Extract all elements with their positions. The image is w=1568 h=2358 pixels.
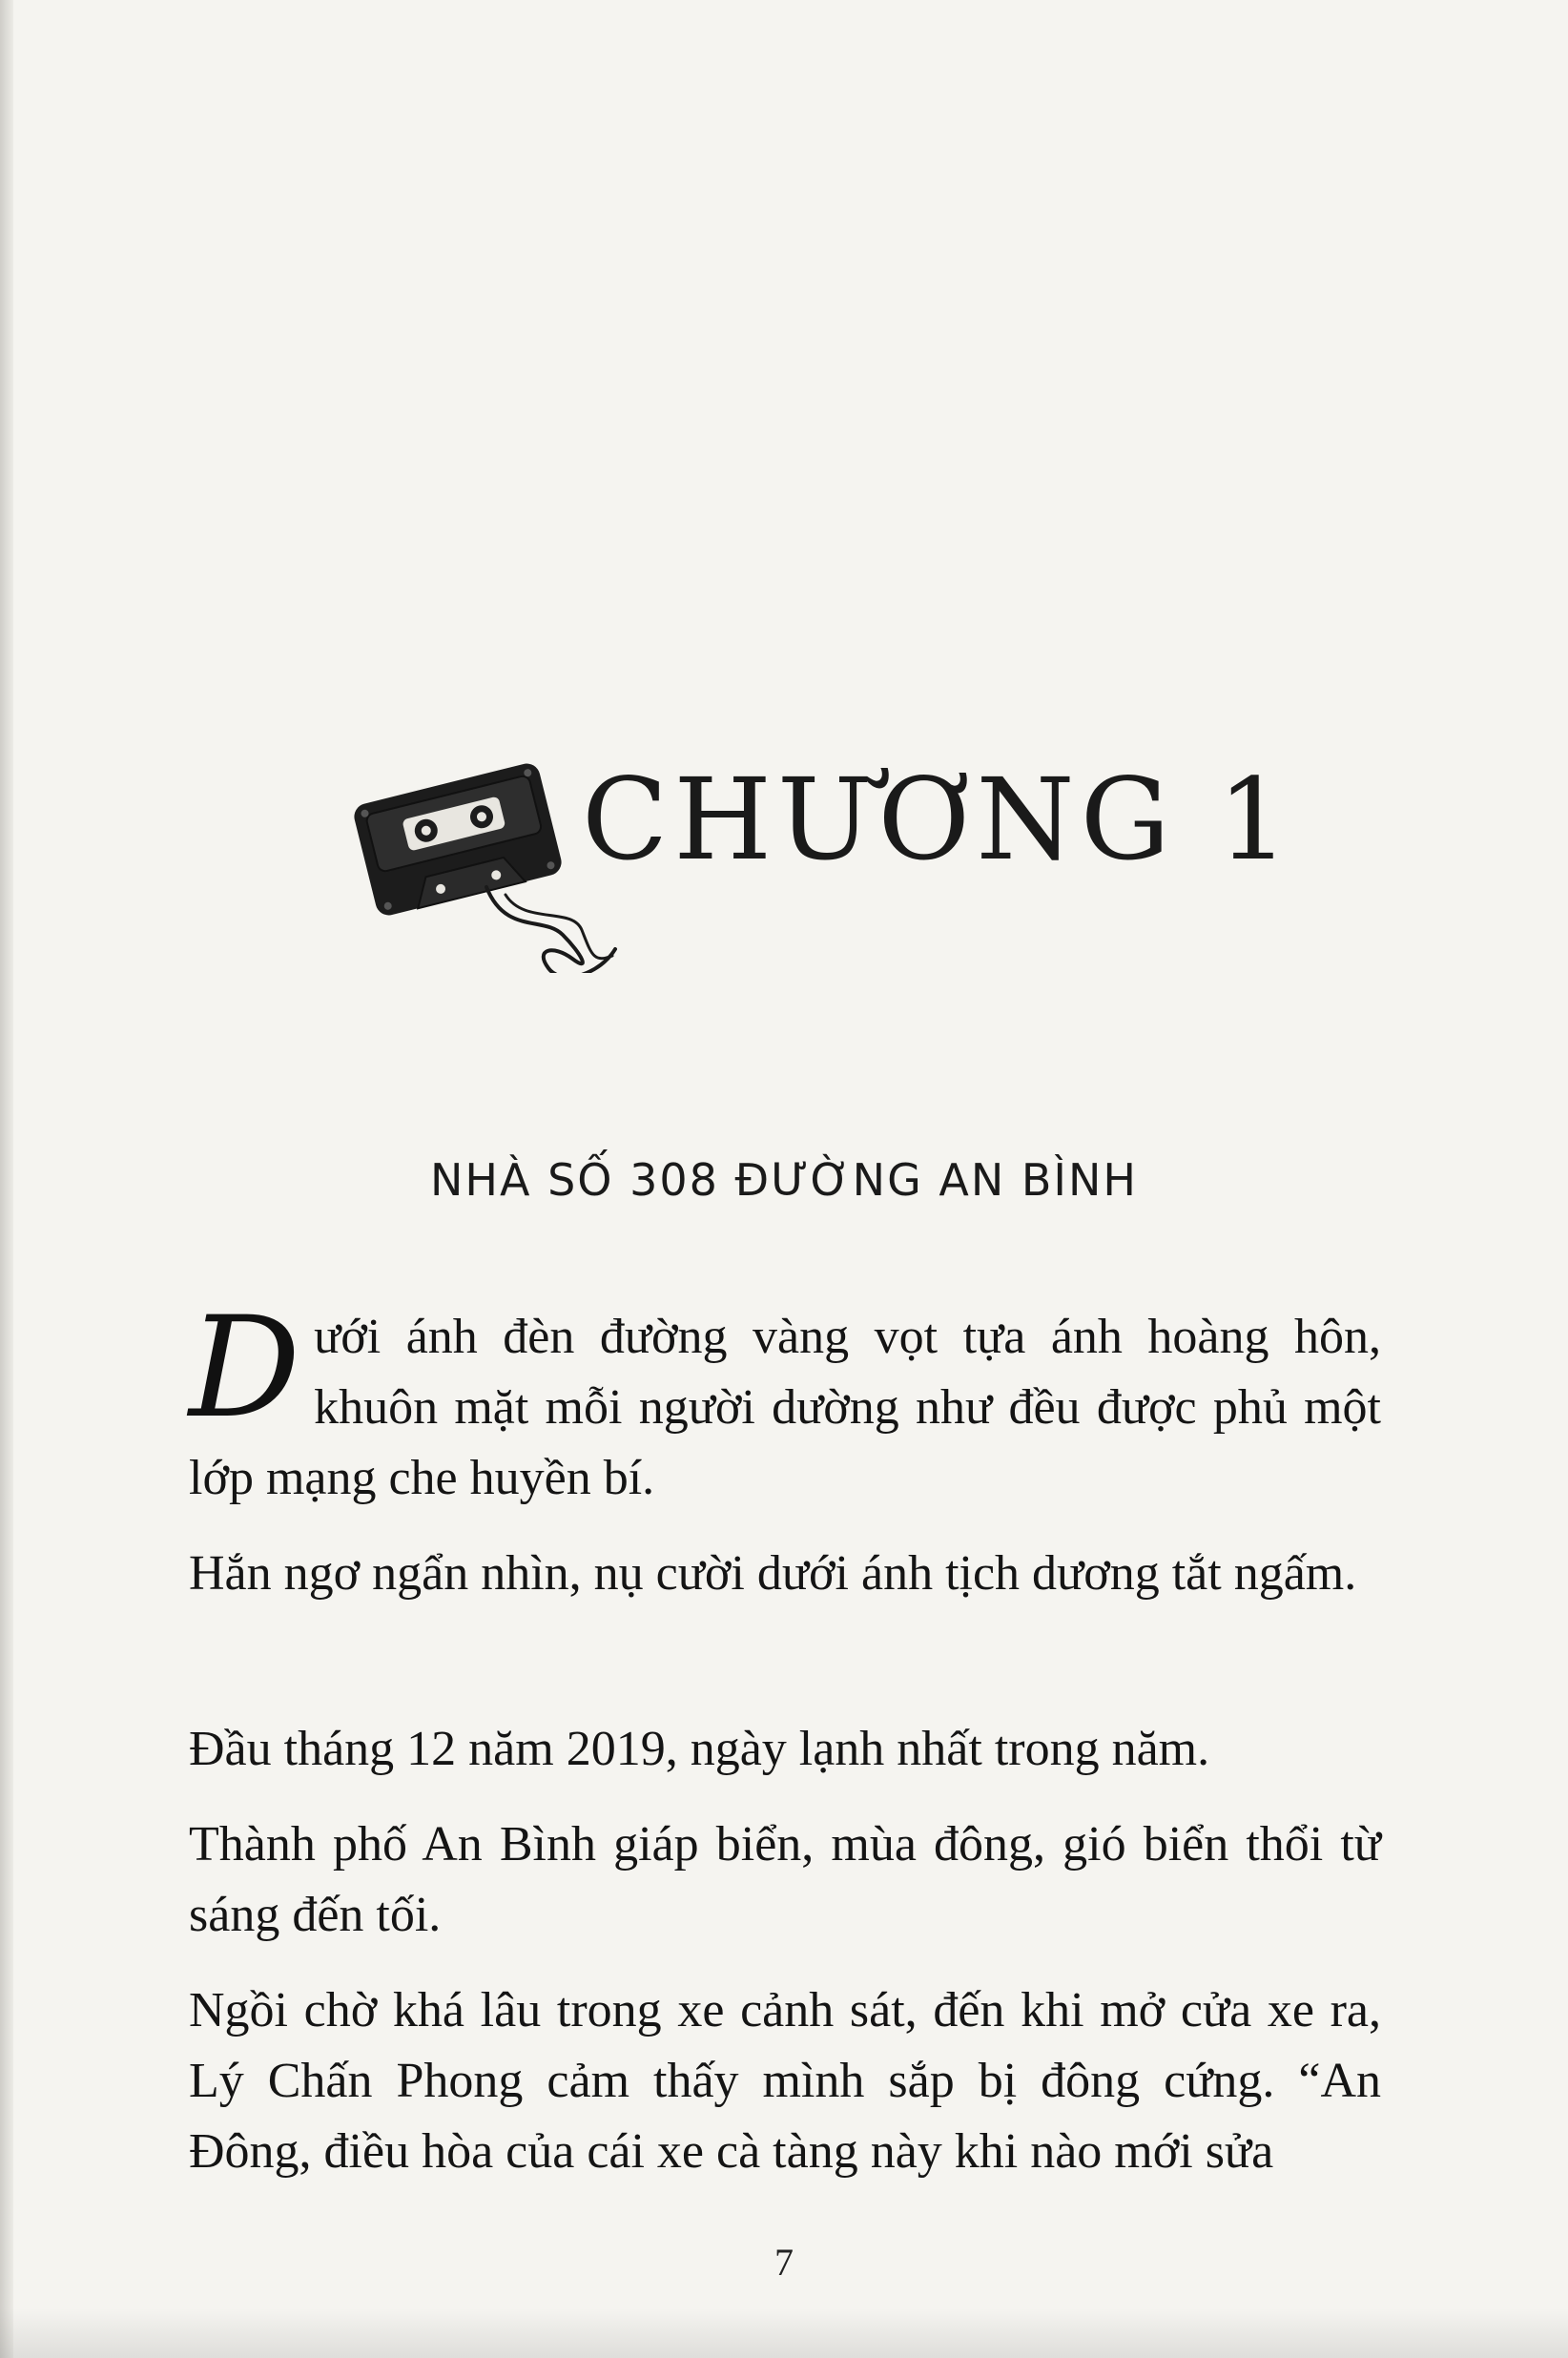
paragraph-3: Đầu tháng 12 năm 2019, ngày lạnh nhất trong năm. (189, 1722, 1210, 1776)
paragraph-spacer (189, 1785, 1381, 1810)
cassette-tape-icon (343, 744, 620, 973)
paragraph-5: Ngồi chờ khá lâu trong xe cảnh sát, đến khi mở cửa xe ra, Lý Chấn Phong cảm thấy mình sắp bị đông cứng. “An Đông, điều hòa của cái xe cà tàng này khi nào mới sửa (189, 1983, 1381, 2179)
scan-bottom-shadow (0, 2308, 1568, 2358)
drop-cap: D (189, 1287, 301, 1449)
paragraph-4: Thành phố An Bình giáp biển, mùa đông, gió biển thổi từ sáng đến tối. (189, 1817, 1381, 1942)
body-text (189, 1287, 1381, 2187)
chapter-subtitle: NHÀ SỐ 308 ĐƯỜNG AN BÌNH (430, 1154, 1138, 1206)
paragraph-spacer (189, 1951, 1381, 1975)
page-number: 7 (774, 2241, 794, 2284)
paragraph-2: Hắn ngơ ngẩn nhìn, nụ cười dưới ánh tịch dương tắt ngấm. (189, 1546, 1357, 1601)
paragraph-1-text: ưới ánh đèn đường vàng vọt tựa ánh hoàng hôn, khuôn mặt mỗi người dường như đều được phủ một lớp mạng che huyền bí. (189, 1310, 1381, 1505)
paragraph-1 (189, 1287, 1381, 1514)
paragraph-spacer (189, 1514, 1381, 1539)
chapter-title: CHƯƠNG 1 (582, 754, 1295, 885)
section-break (189, 1609, 1381, 1714)
chapter-heading (343, 725, 1295, 973)
